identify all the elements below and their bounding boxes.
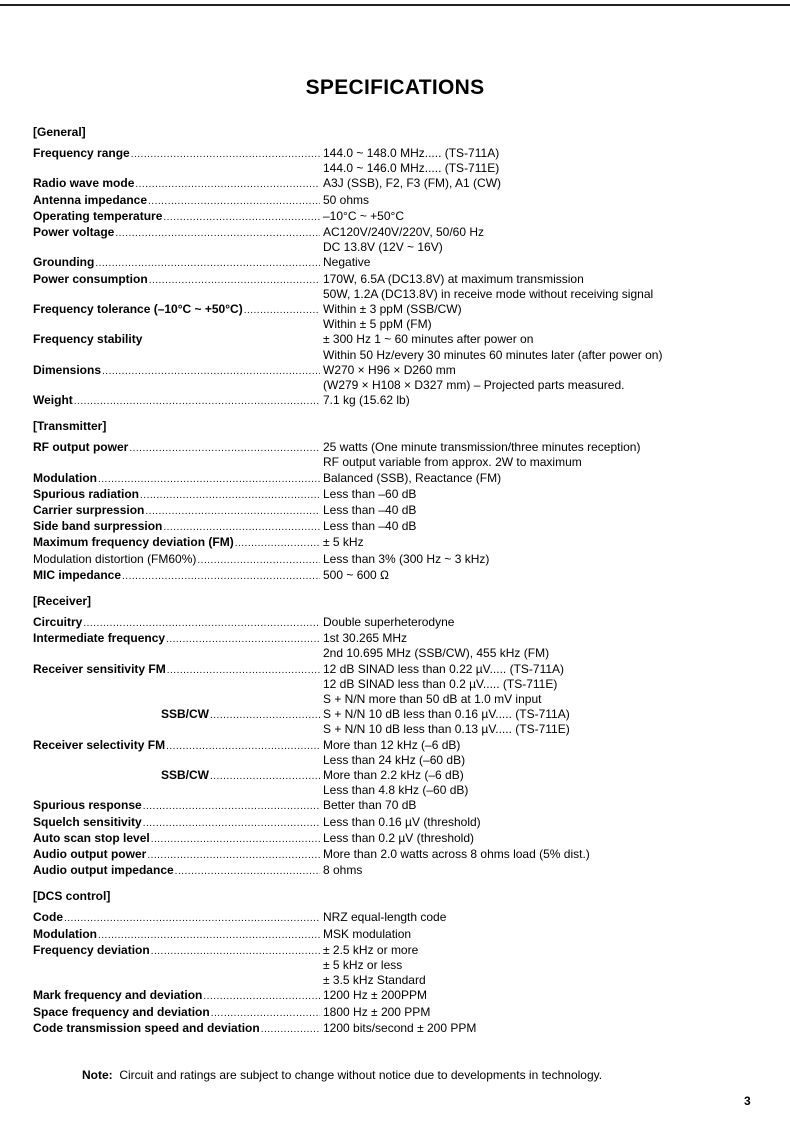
spec-value: 1st 30.265 MHz bbox=[323, 631, 408, 646]
spec-row bbox=[33, 615, 733, 631]
spec-value: Within ± 3 ppM (SSB/CW) bbox=[323, 301, 462, 316]
spec-label-cell bbox=[33, 631, 320, 647]
spec-values bbox=[323, 1021, 733, 1036]
spec-values bbox=[323, 927, 733, 942]
spec-label: Modulation bbox=[33, 470, 97, 485]
spec-value: Less than 24 kHz (–60 dB) bbox=[323, 752, 466, 767]
dot-leader bbox=[149, 273, 320, 288]
spec-label-cell bbox=[33, 193, 320, 209]
spec-value: Better than 70 dB bbox=[323, 798, 417, 813]
spec-label: Side band surpression bbox=[33, 519, 163, 534]
dot-leader bbox=[147, 848, 320, 863]
spec-value: Less than 4.8 kHz (–60 dB) bbox=[323, 783, 469, 798]
spec-values bbox=[323, 768, 733, 798]
dot-leader bbox=[151, 832, 320, 847]
spec-row bbox=[33, 552, 733, 568]
spec-label-cell bbox=[33, 568, 320, 584]
dot-leader bbox=[140, 488, 320, 503]
spec-label-cell bbox=[33, 927, 320, 943]
spec-values bbox=[323, 503, 733, 518]
spec-row bbox=[33, 768, 733, 798]
spec-label: Power voltage bbox=[33, 224, 115, 239]
dot-leader bbox=[163, 210, 320, 225]
spec-row bbox=[33, 863, 733, 879]
spec-row bbox=[33, 831, 733, 847]
spec-value: 1200 bits/second ± 200 PPM bbox=[323, 1020, 477, 1035]
spec-label-cell bbox=[33, 332, 320, 347]
spec-label: SSB/CW bbox=[161, 707, 209, 722]
spec-label-cell bbox=[33, 1005, 320, 1021]
spec-row bbox=[33, 209, 733, 225]
spec-values bbox=[323, 1005, 733, 1020]
spec-row bbox=[33, 146, 733, 176]
dot-leader bbox=[131, 147, 320, 162]
spec-values bbox=[323, 487, 733, 502]
section-heading: [Receiver] bbox=[33, 594, 92, 609]
spec-value: 8 ohms bbox=[323, 863, 363, 878]
spec-label-cell bbox=[33, 863, 320, 879]
spec-value: Within ± 5 ppM (FM) bbox=[323, 317, 432, 332]
spec-label: Radio wave mode bbox=[33, 176, 135, 191]
dot-leader bbox=[74, 394, 320, 409]
spec-label: Power consumption bbox=[33, 271, 148, 286]
spec-label-cell bbox=[33, 847, 320, 863]
dot-leader bbox=[102, 364, 320, 379]
spec-row bbox=[33, 471, 733, 487]
spec-row bbox=[33, 662, 733, 708]
spec-value: DC 13.8V (12V ~ 16V) bbox=[323, 240, 443, 255]
spec-row bbox=[33, 910, 733, 926]
dot-leader bbox=[167, 663, 320, 678]
section-heading: [Transmitter] bbox=[33, 419, 107, 434]
spec-row bbox=[33, 193, 733, 209]
spec-label-cell bbox=[33, 815, 320, 831]
spec-label: Squelch sensitivity bbox=[33, 814, 142, 829]
dot-leader bbox=[83, 616, 320, 631]
spec-value: More than 12 kHz (–6 dB) bbox=[323, 737, 461, 752]
spec-row bbox=[33, 927, 733, 943]
spec-value: Less than –40 dB bbox=[323, 519, 417, 534]
spec-values bbox=[323, 535, 733, 550]
spec-value: Within 50 Hz/every 30 minutes 60 minutes later (after power on) bbox=[323, 347, 663, 362]
dot-leader bbox=[135, 177, 320, 192]
spec-label: Frequency range bbox=[33, 146, 130, 160]
spec-row bbox=[33, 225, 733, 255]
note-text: Circuit and ratings are subject to change without notice due to developments in technology. bbox=[119, 1068, 603, 1082]
spec-value: NRZ equal-length code bbox=[323, 910, 447, 925]
spec-values bbox=[323, 176, 733, 191]
spec-label: Receiver selectivity FM bbox=[33, 737, 166, 752]
spec-values bbox=[323, 568, 733, 583]
page-title: SPECIFICATIONS bbox=[305, 76, 485, 99]
top-rule bbox=[0, 4, 790, 6]
spec-label: Circuitry bbox=[33, 615, 83, 630]
spec-value: 170W, 6.5A (DC13.8V) at maximum transmission bbox=[323, 271, 584, 286]
spec-values bbox=[323, 831, 733, 846]
spec-value: Double superheterodyne bbox=[323, 615, 455, 630]
spec-label: Code transmission speed and deviation bbox=[33, 1020, 260, 1035]
spec-label-cell bbox=[33, 615, 320, 631]
spec-row bbox=[33, 272, 733, 302]
spec-label: Mark frequency and deviation bbox=[33, 988, 203, 1003]
spec-row bbox=[33, 847, 733, 863]
spec-value: ± 2.5 kHz or more bbox=[323, 942, 419, 957]
dot-leader bbox=[95, 256, 320, 271]
spec-label: Space frequency and deviation bbox=[33, 1004, 210, 1019]
spec-values bbox=[323, 662, 733, 708]
spec-label: Modulation distortion (FM60%) bbox=[33, 551, 197, 566]
dot-leader bbox=[166, 739, 320, 754]
spec-label-cell bbox=[33, 519, 320, 535]
spec-row bbox=[33, 363, 733, 393]
spec-label: MIC impedance bbox=[33, 567, 122, 582]
spec-values bbox=[323, 910, 733, 925]
spec-label-cell bbox=[33, 487, 320, 503]
spec-row bbox=[33, 1005, 733, 1021]
dot-leader bbox=[98, 472, 320, 487]
dot-leader bbox=[203, 989, 320, 1004]
spec-label-cell bbox=[33, 831, 320, 847]
spec-row bbox=[33, 707, 733, 737]
spec-row bbox=[33, 176, 733, 192]
spec-value: 50 ohms bbox=[323, 192, 370, 207]
spec-label: Carrier surpression bbox=[33, 503, 145, 518]
dot-leader bbox=[145, 504, 320, 519]
dot-leader bbox=[151, 944, 320, 959]
spec-values bbox=[323, 193, 733, 208]
spec-value: 1800 Hz ± 200 PPM bbox=[323, 1004, 431, 1019]
spec-values bbox=[323, 943, 733, 989]
spec-value: ± 5 kHz or less bbox=[323, 957, 403, 972]
spec-values bbox=[323, 863, 733, 878]
spec-value: More than 2.0 watts across 8 ohms load (5% dist.) bbox=[323, 846, 590, 861]
spec-value: (W279 × H108 × D327 mm) – Projected parts measured. bbox=[323, 377, 625, 392]
spec-value: MSK modulation bbox=[323, 926, 412, 941]
spec-values bbox=[323, 209, 733, 224]
spec-values bbox=[323, 552, 733, 567]
page-number: 3 bbox=[744, 1094, 751, 1108]
spec-value: Less than –60 dB bbox=[323, 486, 417, 501]
spec-label: Modulation bbox=[33, 926, 97, 941]
dot-leader bbox=[143, 816, 320, 831]
spec-label: Spurious radiation bbox=[33, 486, 140, 501]
spec-label-cell bbox=[33, 255, 320, 271]
spec-label: Dimensions bbox=[33, 362, 102, 377]
spec-value: Less than 3% (300 Hz ~ 3 kHz) bbox=[323, 551, 490, 566]
spec-label: Maximum frequency deviation (FM) bbox=[33, 535, 234, 550]
dot-leader bbox=[98, 928, 320, 943]
spec-values bbox=[323, 815, 733, 830]
spec-label-cell bbox=[33, 943, 320, 959]
spec-row bbox=[33, 255, 733, 271]
spec-values bbox=[323, 272, 733, 302]
spec-row bbox=[33, 815, 733, 831]
spec-label-cell bbox=[33, 209, 320, 225]
dot-leader bbox=[235, 536, 320, 551]
spec-label-cell bbox=[33, 662, 320, 678]
spec-row bbox=[33, 302, 733, 332]
spec-label: Code bbox=[33, 910, 63, 925]
dot-leader bbox=[122, 569, 320, 584]
spec-row bbox=[33, 988, 733, 1004]
spec-value: S + N/N more than 50 dB at 1.0 mV input bbox=[323, 692, 542, 707]
spec-row bbox=[33, 943, 733, 989]
spec-label: Frequency tolerance (–10°C ~ +50°C) bbox=[33, 301, 243, 316]
spec-row bbox=[33, 738, 733, 768]
spec-values bbox=[323, 847, 733, 862]
dot-leader bbox=[115, 226, 320, 241]
dot-leader bbox=[244, 303, 320, 318]
spec-label-cell bbox=[33, 363, 320, 379]
spec-row bbox=[33, 440, 733, 470]
spec-label: Frequency deviation bbox=[33, 942, 150, 957]
spec-row bbox=[33, 631, 733, 661]
dot-leader bbox=[210, 708, 320, 723]
spec-label-cell bbox=[33, 707, 320, 723]
dot-leader bbox=[211, 1006, 320, 1021]
spec-label: Weight bbox=[33, 393, 73, 408]
footnote bbox=[82, 1068, 602, 1082]
spec-row bbox=[33, 503, 733, 519]
spec-values bbox=[323, 225, 733, 255]
spec-row bbox=[33, 1021, 733, 1037]
dot-leader bbox=[148, 194, 320, 209]
spec-value: Negative bbox=[323, 255, 371, 270]
spec-value: ± 5 kHz bbox=[323, 535, 364, 550]
spec-label-cell bbox=[33, 768, 320, 784]
dot-leader bbox=[143, 799, 320, 814]
spec-row bbox=[33, 535, 733, 551]
spec-value: ± 3.5 kHz Standard bbox=[323, 973, 426, 988]
spec-label: Auto scan stop level bbox=[33, 830, 150, 845]
spec-row bbox=[33, 332, 733, 362]
spec-value: More than 2.2 kHz (–6 dB) bbox=[323, 767, 464, 782]
spec-label: Spurious response bbox=[33, 798, 142, 813]
spec-label-cell bbox=[33, 1021, 320, 1037]
spec-value: Balanced (SSB), Reactance (FM) bbox=[323, 470, 502, 485]
spec-value: AC120V/240V/220V, 50/60 Hz bbox=[323, 224, 485, 239]
spec-row bbox=[33, 487, 733, 503]
spec-values bbox=[323, 615, 733, 630]
spec-values bbox=[323, 798, 733, 813]
spec-label: Receiver sensitivity FM bbox=[33, 661, 166, 676]
spec-label-cell bbox=[33, 988, 320, 1004]
spec-value: 25 watts (One minute transmission/three minutes reception) bbox=[323, 440, 641, 455]
spec-row bbox=[33, 568, 733, 584]
spec-values bbox=[323, 332, 733, 362]
dot-leader bbox=[175, 864, 320, 879]
spec-value: ± 300 Hz 1 ~ 60 minutes after power on bbox=[323, 332, 534, 347]
spec-value: Less than 0.2 µV (threshold) bbox=[323, 830, 474, 845]
spec-label: Audio output power bbox=[33, 846, 147, 861]
spec-row bbox=[33, 393, 733, 409]
spec-value: 500 ~ 600 Ω bbox=[323, 567, 390, 582]
spec-values bbox=[323, 146, 733, 176]
spec-label-cell bbox=[33, 798, 320, 814]
spec-label: Audio output impedance bbox=[33, 863, 174, 878]
spec-label: Grounding bbox=[33, 255, 95, 270]
spec-label-cell bbox=[33, 471, 320, 487]
spec-row bbox=[33, 798, 733, 814]
spec-value: S + N/N 10 dB less than 0.13 µV..... (TS-711E) bbox=[323, 722, 570, 737]
spec-label-cell bbox=[33, 910, 320, 926]
spec-label-cell bbox=[33, 535, 320, 551]
spec-label: Operating temperature bbox=[33, 208, 163, 223]
spec-label: Frequency stability bbox=[33, 332, 143, 347]
spec-label-cell bbox=[33, 503, 320, 519]
spec-label-cell bbox=[33, 146, 320, 162]
spec-label: Antenna impedance bbox=[33, 192, 148, 207]
dot-leader bbox=[64, 911, 320, 926]
spec-values bbox=[323, 393, 733, 408]
spec-values bbox=[323, 255, 733, 270]
spec-value: Less than –40 dB bbox=[323, 503, 417, 518]
spec-value: Less than 0.16 µV (threshold) bbox=[323, 814, 481, 829]
dot-leader bbox=[197, 553, 320, 568]
spec-value: –10°C ~ +50°C bbox=[323, 208, 404, 223]
spec-value: 2nd 10.695 MHz (SSB/CW), 455 kHz (FM) bbox=[323, 646, 550, 661]
spec-values bbox=[323, 519, 733, 534]
spec-label: RF output power bbox=[33, 440, 129, 455]
spec-value: RF output variable from approx. 2W to maximum bbox=[323, 455, 582, 470]
spec-value: 12 dB SINAD less than 0.22 µV..... (TS-711A) bbox=[323, 661, 565, 676]
dot-leader bbox=[166, 632, 320, 647]
spec-label-cell bbox=[33, 176, 320, 192]
spec-label-cell bbox=[33, 440, 320, 456]
spec-value: 144.0 ~ 148.0 MHz..... (TS-711A) bbox=[323, 146, 500, 160]
spec-values bbox=[323, 302, 733, 332]
section-heading: [DCS control] bbox=[33, 889, 111, 904]
spec-label-cell bbox=[33, 552, 320, 568]
note-label: Note: bbox=[82, 1068, 113, 1082]
dot-leader bbox=[261, 1022, 320, 1037]
section-heading: [General] bbox=[33, 125, 86, 139]
dot-leader bbox=[129, 441, 320, 456]
spec-label-cell bbox=[33, 272, 320, 288]
spec-label: Intermediate frequency bbox=[33, 631, 166, 646]
spec-values bbox=[323, 988, 733, 1003]
spec-values bbox=[323, 440, 733, 470]
dot-leader bbox=[210, 769, 320, 784]
spec-value: A3J (SSB), F2, F3 (FM), A1 (CW) bbox=[323, 176, 502, 191]
spec-value: 12 dB SINAD less than 0.2 µV..... (TS-711E) bbox=[323, 676, 558, 691]
spec-value: 144.0 ~ 146.0 MHz..... (TS-711E) bbox=[323, 161, 500, 176]
spec-label: SSB/CW bbox=[161, 767, 209, 782]
spec-values bbox=[323, 471, 733, 486]
spec-label-cell bbox=[33, 393, 320, 409]
spec-label-cell bbox=[33, 225, 320, 241]
spec-label-cell bbox=[33, 302, 320, 318]
spec-value: 1200 Hz ± 200PPM bbox=[323, 988, 427, 1003]
specifications-list bbox=[33, 125, 733, 1037]
spec-value: W270 × H96 × D260 mm bbox=[323, 362, 456, 377]
spec-row bbox=[33, 519, 733, 535]
dot-leader bbox=[163, 520, 320, 535]
spec-value: 50W, 1.2A (DC13.8V) in receive mode without receiving signal bbox=[323, 286, 654, 301]
spec-values bbox=[323, 738, 733, 768]
spec-values bbox=[323, 363, 733, 393]
spec-label-cell bbox=[33, 738, 320, 754]
spec-values bbox=[323, 631, 733, 661]
spec-values bbox=[323, 707, 733, 737]
spec-value: 7.1 kg (15.62 lb) bbox=[323, 393, 410, 408]
spec-value: S + N/N 10 dB less than 0.16 µV..... (TS-711A) bbox=[323, 707, 570, 722]
